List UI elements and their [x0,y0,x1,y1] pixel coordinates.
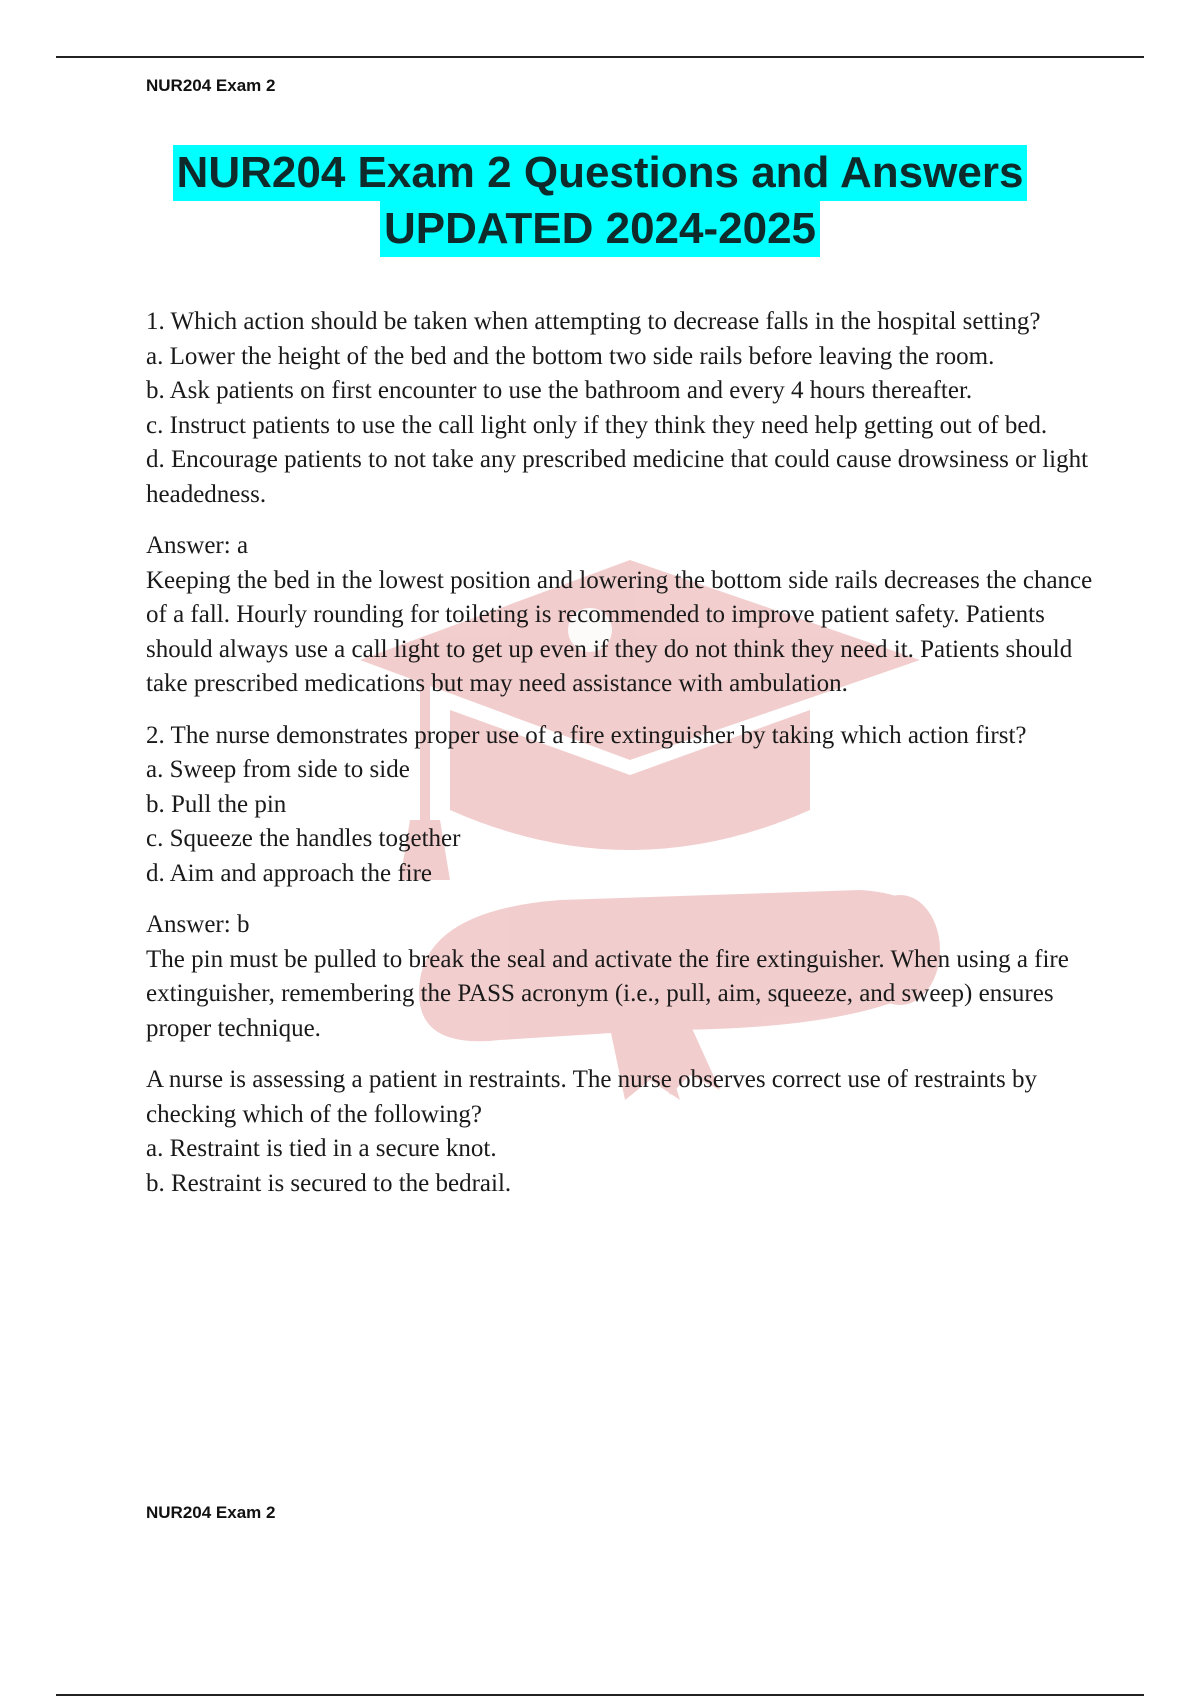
document-title [100,145,1100,257]
question-stem: 1. Which action should be taken when attempting to decrease falls in the hospital setting? [146,308,1041,335]
title-line-2: UPDATED 2024-2025 [380,201,820,257]
question-stem: A nurse is assessing a patient in restraints. The nurse observes correct use of restraints by checking which of the following? [146,1066,1037,1128]
rationale: The pin must be pulled to break the seal and activate the fire extinguisher. When using a fire extinguisher, remembering the PASS acronym (i.e., pull, aim, squeeze, and sweep) ensures proper technique. [146,945,1069,1042]
answer-key: Answer: b [146,911,250,938]
title-line-1: NUR204 Exam 2 Questions and Answers [173,145,1028,201]
bottom-rule [56,1694,1144,1696]
answer-option: a. Lower the height of the bed and the bottom two side rails before leaving the room. [146,342,995,370]
answer-option: b. Pull the pin [146,790,287,818]
document-body [146,305,1096,1201]
answer-option: b. Ask patients on first encounter to use the bathroom and every 4 hours thereafter. [146,377,973,404]
running-header: NUR204 Exam 2 [146,76,276,95]
answer-key: Answer: a [146,532,249,559]
answer-option: a. Sweep from side to side [146,756,410,783]
running-footer: NUR204 Exam 2 [146,1503,276,1522]
answer-option: d. Aim and approach the fire [146,859,433,887]
question-stem: 2. The nurse demonstrates proper use of a fire extinguisher by taking which action first? [146,721,1027,749]
answer-option: b. Restraint is secured to the bedrail. [146,1169,512,1197]
answer-option: d. Encourage patients to not take any prescribed medicine that could cause drowsiness or light headedness. [146,446,1089,508]
answer-option: c. Instruct patients to use the call light only if they think they need help getting out of bed. [146,411,1048,439]
rationale: Keeping the bed in the lowest position and lowering the bottom side rails decreases the chance of a fall. Hourly rounding for toileting is recommended to improve patient safety. Patients should always use a call light to get up even if they do not think they need it. Patients should take prescribed medications but may need assistance with ambulation. [146,566,1093,697]
answer-option: c. Squeeze the handles together [146,825,461,852]
top-rule [56,56,1144,58]
answer-option: a. Restraint is tied in a secure knot. [146,1135,497,1162]
